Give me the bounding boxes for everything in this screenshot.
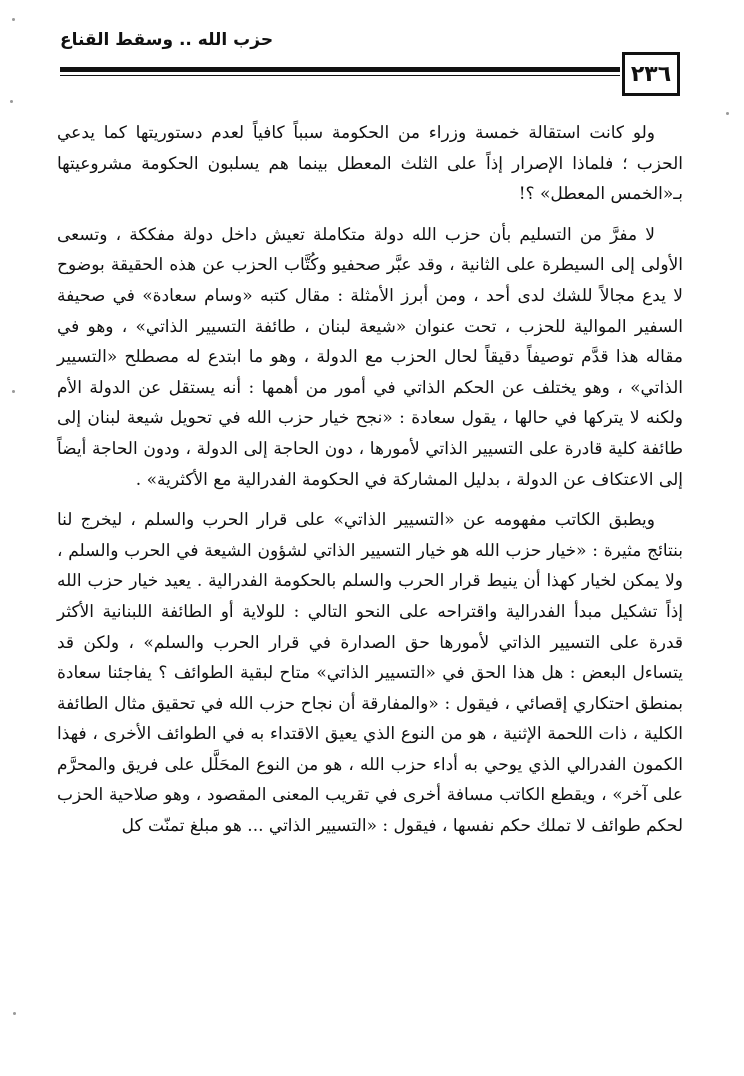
paragraph: ولو كانت استقالة خمسة وزراء من الحكومة سبباً كافياً لعدم دستوريتها كما يدعي الحزب ؛ فلماذا الإصرار إذاً على الثلث المعطل بينما هم يسلبون الحكومة مشروعيتها بـ«الخمس المعطل» ؟! xyxy=(57,123,683,205)
header-rule xyxy=(60,67,620,72)
page-number: ٢٣٦ xyxy=(622,52,680,96)
header-rule-thin xyxy=(60,75,620,76)
scan-speck xyxy=(12,390,15,393)
paragraph: ويطبق الكاتب مفهومه عن «التسيير الذاتي» على قرار الحرب والسلم ، ليخرج لنا بنتائج مثيرة : «خيار حزب الله هو خيار التسيير الذاتي لشؤون الشيعة في الحرب والسلم ، ولا يمكن لخيار كهذا أن ينيط قرار الحرب والسلم بالحكومة الفدرالية . يعيد خيار حزب الله إذاً تشكيل مبدأ الفدرالية واقتراحه على النحو التالي : للولاية أو الطائفة اللبنانية الأكثر قدرة على التسيير الذاتي لأمورها حق الصدارة في قرار الحرب والسلم» ، ولكن قد يتساءل البعض : هل هذا الحق في «التسيير الذاتي» متاح لبقية الطوائف ؟ يفاجئنا سعادة بمنطق احتكاري إقصائي ، فيقول : «والمفارقة أن نجاح حزب الله في تحقيق مثال الطائفة الكلية ، ذات اللحمة الإثنية ، هو من النوع الذي يعيق الاقتداء به في الطوائف الأخرى ، فهذا الكمون الفدرالي الذي يوحي به أداء حزب الله ، هو من النوع المحَلَّل على فريق والمحرَّم على آخر» ، ويقطع الكاتب مسافة أخرى في تقريب المعنى المقصود ، وهو صلاحية الحزب لحكم طوائف لا تملك حكم نفسها ، فيقول : «التسيير الذاتي ... هو مبلغ تمنّت كل xyxy=(57,510,684,837)
scan-speck xyxy=(12,18,15,21)
scan-speck xyxy=(13,1012,16,1015)
body-text xyxy=(57,118,683,842)
scan-speck xyxy=(726,112,729,115)
running-title: حزب الله .. وسقط القناع xyxy=(60,30,274,50)
scan-speck xyxy=(10,100,13,103)
paragraph: لا مفرَّ من التسليم بأن حزب الله دولة متكاملة تعيش داخل دولة مفككة ، وتسعى الأولى إلى السيطرة على الثانية ، وقد عبَّر صحفيو وكُتَّاب الحزب عن هذه الحقيقة بوضوح لا يدع مجالاً للشك لدى أحد ، ومن أبرز الأمثلة : مقال كتبه «وسام سعادة» في صحيفة السفير الموالية للحزب ، تحت عنوان «شيعة لبنان ، طائفة التسيير الذاتي» ، وهو في مقاله هذا قدَّم توصيفاً دقيقاً لحال الحزب مع الدولة ، وهو ما ابتدع له مصطلح «التسيير الذاتي» ، وهو يختلف عن الحكم الذاتي في أمور من أهمها : أنه يستقل عن الدولة الأم ولكنه لا يتركها في حالها ، يقول سعادة : «نجح خيار حزب الله في تحويل شيعة لبنان إلى طائفة كلية قادرة على التسيير الذاتي لأمورها ، دون الحاجة إلى الدولة ، ودون الحاجة أيضاً إلى الاعتكاف عن الدولة ، بدليل المشاركة في الحكومة الفدرالية مع الأكثرية» . xyxy=(57,224,683,490)
